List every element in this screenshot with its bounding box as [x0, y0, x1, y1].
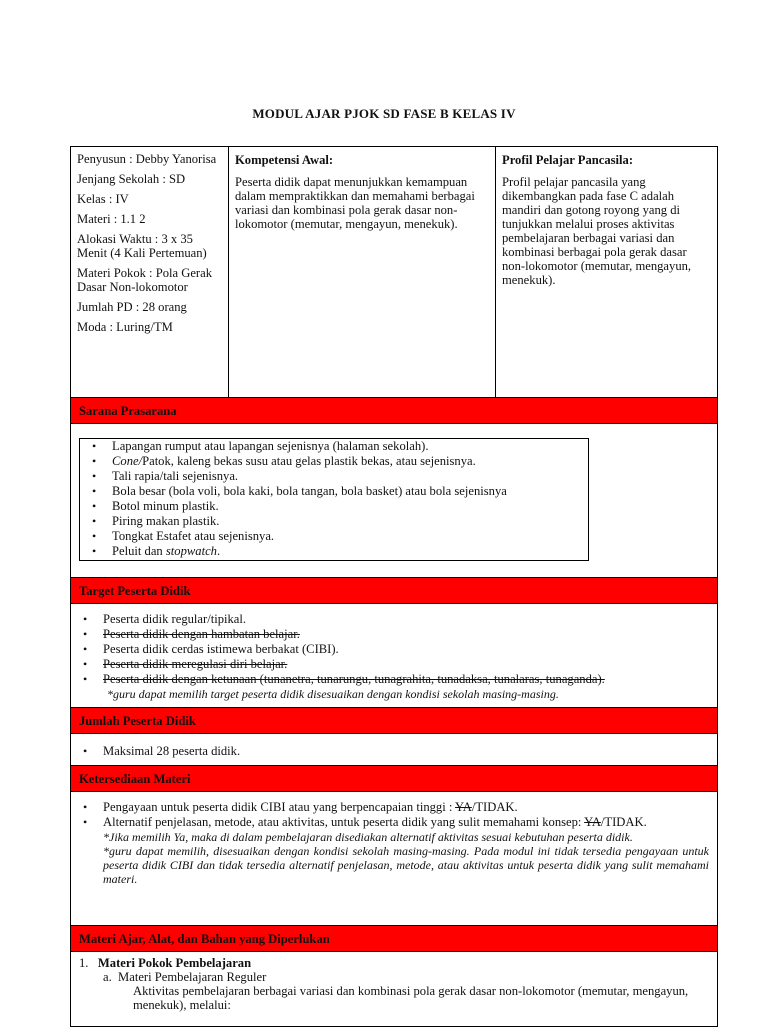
- list-item: • Cone/Patok, kaleng bekas susu atau gelas plastik bekas, atau sejenisnya.: [80, 454, 588, 469]
- list-item: • Botol minum plastik.: [80, 499, 588, 514]
- target-note: *guru dapat memilih target peserta didik disesuaikan dengan kondisi sekolah masing-masing.: [107, 687, 559, 701]
- material-availability-header: Ketersediaan Materi: [71, 766, 717, 792]
- teaching-materials-section: [71, 952, 717, 1026]
- list-item: • Peserta didik regular/tipikal.: [71, 612, 717, 627]
- target-list: [71, 612, 717, 687]
- mode: Moda : Luring/TM: [77, 320, 173, 334]
- pancasila-profile: [496, 147, 717, 397]
- pancasila-profile-heading: Profil Pelajar Pancasila:: [502, 153, 634, 167]
- list-item: • Peserta didik dengan ketunaan (tunanetra, tunarungu, tunagrahita, tunadaksa, tunalaras, tunaganda).: [71, 672, 717, 687]
- list-item: • Maksimal 28 peserta didik.: [71, 744, 717, 759]
- list-item: • Peserta didik cerdas istimewa berbakat (CIBI).: [71, 642, 717, 657]
- list-item: • Piring makan plastik.: [80, 514, 588, 529]
- initial-competence-heading: Kompetensi Awal:: [235, 153, 334, 167]
- italic-term: stopwatch: [165, 544, 217, 558]
- list-item: • Tali rapia/tali sejenisnya.: [80, 469, 588, 484]
- identity-column: [71, 147, 229, 397]
- identity-row: [71, 147, 717, 398]
- pancasila-profile-text: Profil pelajar pancasila yang dikembangkan pada fase C adalah mandiri dan gotong royong yang di tunjukkan melalui proses aktivitas pembelajaran berbagai variasi dan kombinasi berbagai pola gerak dasar non-lokomotor (memutar, mengayun, menekuk).: [502, 175, 692, 287]
- italic-term: Cone/: [112, 454, 143, 468]
- list-item: • Peluit dan stopwatch.: [80, 544, 588, 559]
- author: Penyusun : Debby Yanorisa: [77, 152, 217, 166]
- facilities-list: [80, 439, 588, 559]
- module-table: [70, 146, 718, 1027]
- regular-material-description: Aktivitas pembelajaran berbagai variasi dan kombinasi pola gerak dasar non-lokomotor (memutar, mengayun, menekuk), melalui:: [133, 984, 689, 1012]
- list-item: • Pengayaan untuk peserta didik CIBI atau yang berpencapaian tinggi : YA/TIDAK.: [71, 800, 717, 815]
- student-count-header: Jumlah Peserta Didik: [71, 708, 717, 734]
- material-code: Materi : 1.1 2: [77, 212, 146, 226]
- list-item: • Alternatif penjelasan, metode, atau aktivitas, untuk peserta didik yang sulit memahami konsep: YA/TIDAK.: [71, 815, 717, 830]
- class: Kelas : IV: [77, 192, 129, 206]
- list-item: • Bola besar (bola voli, bola kaki, bola tangan, bola basket) atau bola sejenisnya: [80, 484, 588, 499]
- facilities-header: Sarana Prasarana: [71, 398, 717, 424]
- school-level: Jenjang Sekolah : SD: [77, 172, 186, 186]
- teaching-materials-header: Materi Ajar, Alat, dan Bahan yang Diperlukan: [71, 926, 717, 952]
- list-item: • Lapangan rumput atau lapangan sejenisnya (halaman sekolah).: [80, 439, 588, 454]
- document-title: MODUL AJAR PJOK SD FASE B KELAS IV: [252, 106, 516, 121]
- main-material-heading: 1. Materi Pokok Pembelajaran: [79, 956, 252, 970]
- time-allocation: Alokasi Waktu : 3 x 35 Menit (4 Kali Pertemuan): [77, 232, 207, 260]
- student-count-section: [71, 734, 717, 766]
- student-count: Jumlah PD : 28 orang: [77, 300, 187, 314]
- main-material: Materi Pokok : Pola Gerak Dasar Non-lokomotor: [77, 266, 213, 294]
- list-item: • Peserta didik meregulasi diri belajar.: [71, 657, 717, 672]
- availability-note-2: *guru dapat memilih, disesuaikan dengan kondisi sekolah masing-masing. Pada modul ini tidak tersedia pengayaan untuk peserta didik CIBI dan tidak tersedia alternatif penjelasan, metode, atau aktivitas untuk peserta didik yang sulit memahami materi.: [103, 844, 709, 886]
- facilities-box: [79, 438, 589, 561]
- target-header: Target Peserta Didik: [71, 578, 717, 604]
- target-section: [71, 604, 717, 708]
- initial-competence-text: Peserta didik dapat menunjukkan kemampuan dalam mempraktikkan dan memahami berbagai variasi dan kombinasi pola gerak dasar non-lokomotor (memutar, mengayun, menekuk).: [235, 175, 475, 231]
- material-availability-section: [71, 792, 717, 926]
- list-item: • Tongkat Estafet atau sejenisnya.: [80, 529, 588, 544]
- facilities-section: [71, 438, 717, 578]
- list-item: • Peserta didik dengan hambatan belajar.: [71, 627, 717, 642]
- regular-material-heading: a. Materi Pembelajaran Reguler: [103, 970, 267, 984]
- availability-note-1: *Jika memilih Ya, maka di dalam pembelajaran disediakan alternatif aktivitas sesuai kebutuhan peserta didik.: [103, 830, 633, 844]
- initial-competence: [229, 147, 496, 397]
